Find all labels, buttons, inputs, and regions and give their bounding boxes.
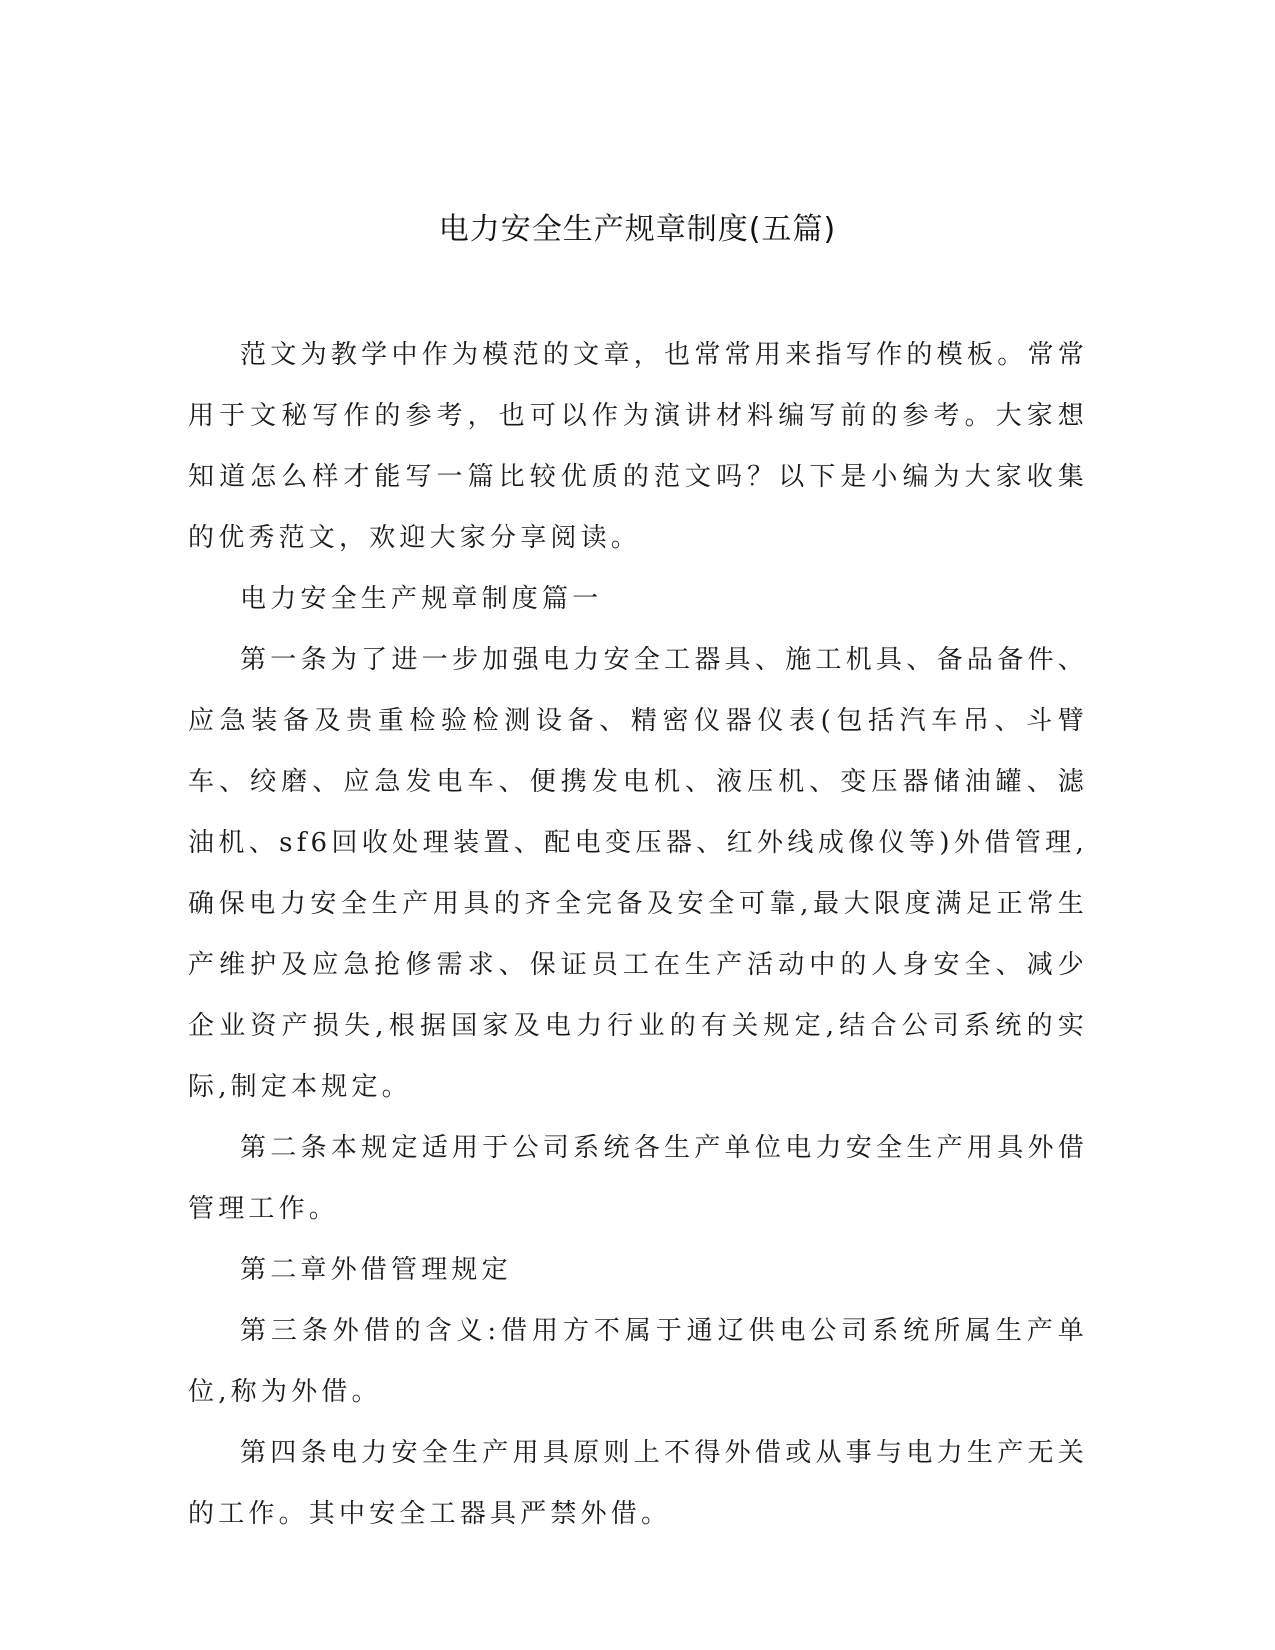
paragraph-intro: 范文为教学中作为模范的文章，也常常用来指写作的模板。常常用于文秘写作的参考，也可以作为演讲材料编写前的参考。大家想知道怎么样才能写一篇比较优质的范文吗？以下是小编为大家收集的优秀范文，欢迎大家分享阅读。 xyxy=(188,340,1088,553)
paragraph-article-4: 第四条电力安全生产用具原则上不得外借或从事与电力生产无关的工作。其中安全工器具严禁外借。 xyxy=(188,1438,1088,1529)
section-heading-part-one: 电力安全生产规章制度篇一 xyxy=(240,584,603,614)
paragraph-article-3: 第三条外借的含义:借用方不属于通辽供电公司系统所属生产单位,称为外借。 xyxy=(188,1316,1088,1407)
document-body xyxy=(188,325,1088,1545)
paragraph-article-2: 第二条本规定适用于公司系统各生产单位电力安全生产用具外借管理工作。 xyxy=(188,1133,1088,1224)
document-title: 电力安全生产规章制度(五篇) xyxy=(438,212,837,247)
paragraph-article-1: 第一条为了进一步加强电力安全工器具、施工机具、备品备件、应急装备及贵重检验检测设备、精密仪器仪表(包括汽车吊、斗臂车、绞磨、应急发电车、便携发电机、液压机、变压器储油罐、滤油机、sf6回收处理装置、配电变压器、红外线成像仪等)外借管理,确保电力安全生产用具的齐全完备及安全可靠,最大限度满足正常生产维护及应急抢修需求、保证员工在生产活动中的人身安全、减少企业资产损失,根据国家及电力行业的有关规定,结合公司系统的实际,制定本规定。 xyxy=(188,645,1088,1102)
chapter-heading-2: 第二章外借管理规定 xyxy=(240,1255,512,1285)
